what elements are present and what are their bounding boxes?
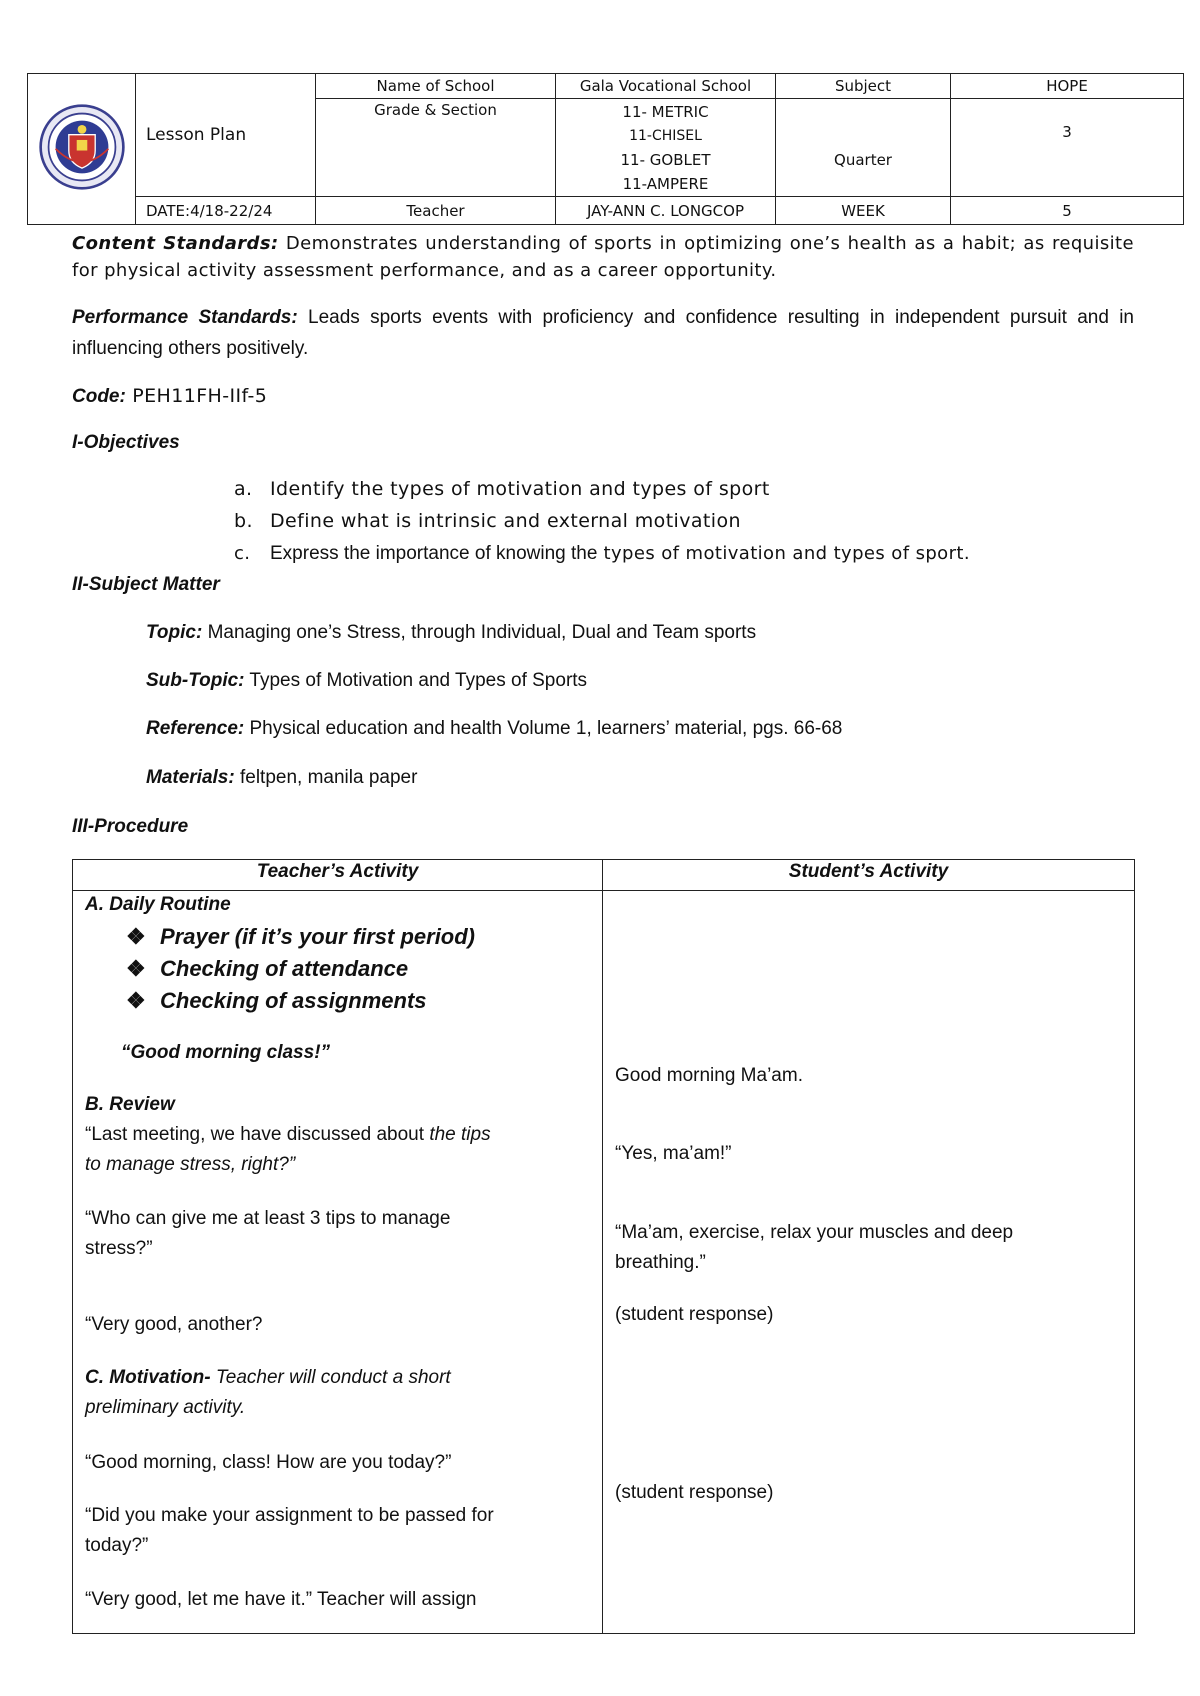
assignment-question: today?” [85, 1535, 149, 1556]
section-item: 11- METRIC [622, 102, 709, 121]
content-standards-text: Demonstrates understanding of sports in optimizing one’s health as a habit; as requisite for physical activity assessment performance, and as a career opportunity. [72, 233, 1134, 281]
grade-section-label: Grade & Section [316, 99, 556, 197]
content-standards-label: Content Standards: [72, 233, 279, 254]
objective-item: b. Define what is intrinsic and external motivation [234, 510, 741, 532]
assignment-question: “Did you make your assignment to be passed for [85, 1505, 494, 1526]
how-are-you-line: “Good morning, class! How are you today?” [85, 1452, 452, 1473]
sections-list [556, 99, 776, 197]
teacher-label: Teacher [316, 197, 556, 225]
review-label: B. Review [85, 1094, 175, 1115]
subject-matter-heading: II-Subject Matter [72, 574, 220, 595]
student-tips: “Ma’am, exercise, relax your muscles and deep [615, 1222, 1014, 1243]
student-response: (student response) [615, 1482, 774, 1503]
week-value: 5 [951, 197, 1184, 225]
greeting-line: “Good morning class!” [121, 1042, 331, 1063]
section-item: 11- GOBLET [620, 150, 711, 169]
performance-standards-text: Leads sports events with proficiency and confidence resulting in independent pursuit and in influencing others positively. [72, 307, 1134, 359]
school-label: Name of School [316, 74, 556, 99]
review-line: to manage stress, right?” [85, 1154, 296, 1175]
subject-label: Subject [776, 74, 951, 99]
quarter-value: 3 [951, 99, 1184, 197]
motivation-line: preliminary activity. [85, 1397, 246, 1418]
performance-standards [72, 302, 1134, 364]
week-label: WEEK [776, 197, 951, 225]
section-item: 11-CHISEL [629, 127, 702, 144]
diamond-bullet-icon: ❖ [126, 988, 146, 1013]
materials-line: Materials: feltpen, manila paper [146, 767, 418, 788]
code-line [72, 383, 1134, 410]
school-value: Gala Vocational School [556, 74, 776, 99]
teacher-activity-header: Teacher’s Activity [73, 860, 603, 891]
quarter-label: Quarter [776, 99, 951, 197]
topic-line: Topic: Managing one’s Stress, through Individual, Dual and Team sports [146, 622, 757, 643]
diamond-bullet-icon: ❖ [126, 924, 146, 949]
reference-line: Reference: Physical education and health Volume 1, learners’ material, pgs. 66-68 [146, 718, 843, 739]
code-value: PEH11FH-IIf-5 [125, 385, 268, 407]
student-tips: breathing.” [615, 1252, 706, 1273]
procedure-heading: III-Procedure [72, 816, 189, 837]
performance-standards-label: Performance Standards: [72, 307, 298, 328]
daily-routine-label: A. Daily Routine [85, 894, 231, 915]
diamond-bullet-icon: ❖ [126, 956, 146, 981]
section-item: 11-AMPERE [622, 174, 709, 193]
lesson-plan-label: Lesson Plan [136, 74, 316, 197]
content-standards [72, 230, 1134, 284]
date-label: DATE:4/18-22/24 [136, 197, 316, 225]
seal-icon [38, 103, 126, 191]
teacher-activity-cell [73, 891, 603, 1634]
procedure-table [72, 859, 1135, 1634]
very-good-line: “Very good, another? [85, 1314, 263, 1335]
teacher-value: JAY-ANN C. LONGCOP [556, 197, 776, 225]
header-table [27, 73, 1184, 225]
let-me-have-line: “Very good, let me have it.” Teacher will assign [85, 1589, 477, 1610]
review-line: “Last meeting, we have discussed about the tips [85, 1124, 491, 1145]
routine-item: ❖ Checking of assignments [126, 988, 427, 1013]
deped-seal [28, 74, 136, 225]
objective-item: a. Identify the types of motivation and types of sport [234, 478, 770, 500]
objectives-heading: I-Objectives [72, 432, 180, 453]
code-label: Code: [72, 386, 126, 407]
routine-item: ❖ Prayer (if it’s your first period) [126, 924, 476, 949]
motivation-line: C. Motivation- Teacher will conduct a short [85, 1367, 451, 1388]
tips-question: stress?” [85, 1238, 153, 1259]
student-response: (student response) [615, 1304, 774, 1325]
objective-item: c. Express the importance of knowing the types of motivation and types of sport. [234, 543, 970, 564]
student-activity-cell [603, 891, 1135, 1634]
student-yes: “Yes, ma’am!” [615, 1143, 732, 1164]
subject-value: HOPE [951, 74, 1184, 99]
routine-item: ❖ Checking of attendance [126, 956, 409, 981]
subtopic-line: Sub-Topic: Types of Motivation and Types of Sports [146, 670, 588, 691]
tips-question: “Who can give me at least 3 tips to manage [85, 1208, 451, 1229]
student-greeting: Good morning Ma’am. [615, 1065, 803, 1086]
student-activity-header: Student’s Activity [603, 860, 1135, 891]
